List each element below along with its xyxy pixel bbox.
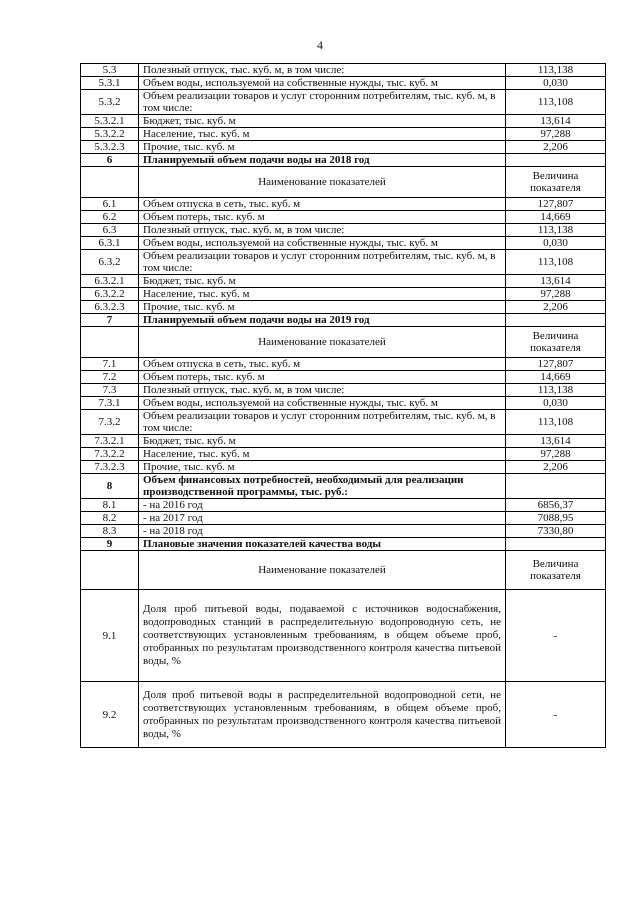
row-number: 6.3.2.3	[81, 301, 139, 314]
indicator-value: 97,288	[506, 448, 606, 461]
row-number: 5.3.1	[81, 77, 139, 90]
row-number: 5.3.2	[81, 90, 139, 115]
indicator-value: 13,614	[506, 275, 606, 288]
row-number: 6.2	[81, 211, 139, 224]
indicator-name: Объем потерь, тыс. куб. м	[139, 371, 506, 384]
row-number: 6.3.1	[81, 237, 139, 250]
indicator-name: Прочие, тыс. куб. м	[139, 141, 506, 154]
row-number	[81, 551, 139, 590]
indicator-value: 2,206	[506, 301, 606, 314]
column-header-value: Величина показателя	[506, 327, 606, 358]
indicator-value: 113,138	[506, 384, 606, 397]
row-number: 6	[81, 154, 139, 167]
row-number: 6.3	[81, 224, 139, 237]
table-row	[81, 301, 606, 314]
table-row	[81, 397, 606, 410]
table-row	[81, 499, 606, 512]
table-row	[81, 512, 606, 525]
indicator-name: Полезный отпуск, тыс. куб. м, в том числе:	[139, 224, 506, 237]
indicator-name: Объем отпуска в сеть, тыс. куб. м	[139, 198, 506, 211]
indicator-name: Население, тыс. куб. м	[139, 288, 506, 301]
row-number: 9	[81, 538, 139, 551]
section-title: Объем финансовых потребностей, необходимый для реализации производственной программы, тыс. руб.:	[139, 474, 506, 499]
row-number: 7	[81, 314, 139, 327]
row-number: 7.3.2	[81, 410, 139, 435]
table-row	[81, 461, 606, 474]
indicator-table	[80, 63, 606, 748]
column-header-row	[81, 551, 606, 590]
indicator-name: Объем отпуска в сеть, тыс. куб. м	[139, 358, 506, 371]
table-row	[81, 435, 606, 448]
indicator-value: 113,108	[506, 410, 606, 435]
section-row	[81, 474, 606, 499]
indicator-value: 113,138	[506, 224, 606, 237]
row-number: 5.3.2.3	[81, 141, 139, 154]
row-number	[81, 327, 139, 358]
row-number: 7.2	[81, 371, 139, 384]
indicator-value: 0,030	[506, 77, 606, 90]
row-number: 8	[81, 474, 139, 499]
indicator-value: 6856,37	[506, 499, 606, 512]
indicator-name: Население, тыс. куб. м	[139, 448, 506, 461]
indicator-value: 97,288	[506, 128, 606, 141]
table-row	[81, 224, 606, 237]
indicator-name: - на 2018 год	[139, 525, 506, 538]
section-row	[81, 314, 606, 327]
row-number: 6.1	[81, 198, 139, 211]
row-number: 7.3.2.1	[81, 435, 139, 448]
section-title: Плановые значения показателей качества воды	[139, 538, 506, 551]
row-number: 5.3	[81, 64, 139, 77]
row-number: 8.3	[81, 525, 139, 538]
indicator-value: 13,614	[506, 115, 606, 128]
row-number: 7.3.2.2	[81, 448, 139, 461]
indicator-table-body	[81, 64, 606, 748]
row-number: 6.3.2.2	[81, 288, 139, 301]
row-number: 8.2	[81, 512, 139, 525]
indicator-name: Объем реализации товаров и услуг сторонним потребителям, тыс. куб. м, в том числе:	[139, 250, 506, 275]
row-number	[81, 167, 139, 198]
table-row	[81, 410, 606, 435]
indicator-value: 14,669	[506, 211, 606, 224]
indicator-value: 113,108	[506, 90, 606, 115]
indicator-name: - на 2017 год	[139, 512, 506, 525]
column-header-name: Наименование показателей	[139, 551, 506, 590]
indicator-value: 2,206	[506, 141, 606, 154]
indicator-value: 14,669	[506, 371, 606, 384]
row-number: 9.2	[81, 682, 139, 748]
indicator-name: Объем реализации товаров и услуг сторонним потребителям, тыс. куб. м, в том числе:	[139, 410, 506, 435]
column-header-name: Наименование показателей	[139, 167, 506, 198]
table-row	[81, 64, 606, 77]
indicator-name: Объем воды, используемой на собственные нужды, тыс. куб. м	[139, 77, 506, 90]
indicator-value: 2,206	[506, 461, 606, 474]
indicator-name: Население, тыс. куб. м	[139, 128, 506, 141]
table-row	[81, 90, 606, 115]
table-row	[81, 288, 606, 301]
indicator-name: Объем воды, используемой на собственные нужды, тыс. куб. м	[139, 237, 506, 250]
indicator-name: Бюджет, тыс. куб. м	[139, 115, 506, 128]
indicator-name: Объем воды, используемой на собственные нужды, тыс. куб. м	[139, 397, 506, 410]
table-row	[81, 358, 606, 371]
table-row	[81, 211, 606, 224]
table-row	[81, 141, 606, 154]
indicator-name: Объем потерь, тыс. куб. м	[139, 211, 506, 224]
row-number: 7.1	[81, 358, 139, 371]
indicator-value: 113,138	[506, 64, 606, 77]
row-number: 5.3.2.1	[81, 115, 139, 128]
section-title: Планируемый объем подачи воды на 2019 год	[139, 314, 506, 327]
row-number: 7.3.2.3	[81, 461, 139, 474]
indicator-name: Доля проб питьевой воды, подаваемой с источников водоснабжения, водопроводных станций в распределительную водопроводную сеть, не соответствующих установленным требованиям, в общем объеме проб, отобранных по результатам производственного контроля качества питьевой воды, %	[139, 590, 506, 682]
table-row	[81, 448, 606, 461]
section-row	[81, 154, 606, 167]
indicator-value: 97,288	[506, 288, 606, 301]
indicator-name: Прочие, тыс. куб. м	[139, 461, 506, 474]
column-header-row	[81, 167, 606, 198]
indicator-value: -	[506, 590, 606, 682]
table-row	[81, 198, 606, 211]
table-row	[81, 115, 606, 128]
page-number: 4	[317, 38, 323, 52]
indicator-name: Доля проб питьевой воды в распределительной водопроводной сети, не соответствующих установленным требованиям, в общем объеме проб, отобранных по результатам производственного контроля качества питьевой воды, %	[139, 682, 506, 748]
indicator-name: Объем реализации товаров и услуг сторонним потребителям, тыс. куб. м, в том числе:	[139, 90, 506, 115]
table-row	[81, 682, 606, 748]
column-header-value: Величина показателя	[506, 167, 606, 198]
indicator-name: Прочие, тыс. куб. м	[139, 301, 506, 314]
indicator-name: Полезный отпуск, тыс. куб. м, в том числе:	[139, 384, 506, 397]
indicator-value: 127,807	[506, 358, 606, 371]
section-row	[81, 538, 606, 551]
indicator-name: Полезный отпуск, тыс. куб. м, в том числе:	[139, 64, 506, 77]
indicator-value: 0,030	[506, 397, 606, 410]
table-row	[81, 128, 606, 141]
row-number: 6.3.2.1	[81, 275, 139, 288]
indicator-value: 13,614	[506, 435, 606, 448]
indicator-value	[506, 154, 606, 167]
column-header-row	[81, 327, 606, 358]
table-row	[81, 384, 606, 397]
indicator-name: Бюджет, тыс. куб. м	[139, 275, 506, 288]
table-row	[81, 525, 606, 538]
indicator-value: 113,108	[506, 250, 606, 275]
row-number: 7.3	[81, 384, 139, 397]
row-number: 7.3.1	[81, 397, 139, 410]
row-number: 6.3.2	[81, 250, 139, 275]
indicator-value: 127,807	[506, 198, 606, 211]
table-row	[81, 590, 606, 682]
table-row	[81, 77, 606, 90]
indicator-value	[506, 474, 606, 499]
indicator-value: 7088,95	[506, 512, 606, 525]
table-row	[81, 371, 606, 384]
indicator-value: 7330,80	[506, 525, 606, 538]
indicator-name: - на 2016 год	[139, 499, 506, 512]
indicator-value: -	[506, 682, 606, 748]
indicator-value	[506, 314, 606, 327]
column-header-value: Величина показателя	[506, 551, 606, 590]
row-number: 8.1	[81, 499, 139, 512]
row-number: 5.3.2.2	[81, 128, 139, 141]
row-number: 9.1	[81, 590, 139, 682]
indicator-value: 0,030	[506, 237, 606, 250]
indicator-name: Бюджет, тыс. куб. м	[139, 435, 506, 448]
table-row	[81, 237, 606, 250]
table-row	[81, 250, 606, 275]
indicator-value	[506, 538, 606, 551]
table-row	[81, 275, 606, 288]
section-title: Планируемый объем подачи воды на 2018 год	[139, 154, 506, 167]
column-header-name: Наименование показателей	[139, 327, 506, 358]
